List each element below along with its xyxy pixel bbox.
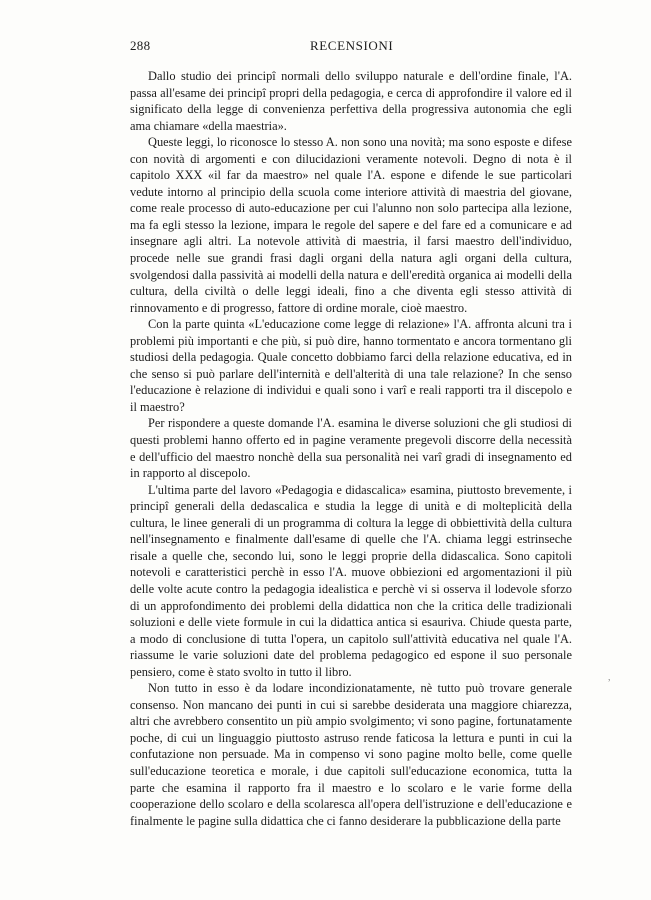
- margin-speck: ,: [608, 672, 611, 683]
- paragraph: L'ultima parte del lavoro «Pedagogia e didascalica» esamina, piuttosto brevemente, i principî generali della dedascalica e studia la legge di unità e di molteplicità della cultura, le linee generali di un programma di coltura la legge di obbiettività della cultura nell'insegnamento e finalmente dall'esame di quelle che l'A. chiama leggi estrinseche risale a quelle che, secondo lui, sono le leggi proprie della didascalica. Sono capitoli notevoli e caratteristici perchè in esso l'A. muove obbiezioni ed argomentazioni il più delle volte acute contro la pedagogia idealistica e perchè vi si osserva il lodevole sforzo di un approfondimento dei problemi della didattica non che la critica delle tradizionali soluzioni e delle viete formule in cui la didattica antica si esauriva. Chiude questa parte, a modo di conclusione di tutta l'opera, un capitolo sull'attività educativa nel quale l'A. riassume le varie soluzioni date del problema pedagogico ed espone il suo personale pensiero, come è stato svolto in tutto il libro.: [130, 482, 572, 679]
- paragraph: Per rispondere a queste domande l'A. esamina le diverse soluzioni che gli studiosi di questi problemi hanno offerto ed in pagine veramente pregevoli discorre della necessità e dell'ufficio del maestro nonchè della sua personalità nei varî gradi di insegnamento ed in rapporto al discepolo.: [130, 416, 572, 481]
- paragraph: Con la parte quinta «L'educazione come legge di relazione» l'A. affronta alcuni tra i problemi più importanti e che più, si può dire, hanno tormentato e ancora tormentano gli studiosi della pedagogia. Quale concetto dobbiamo farci della relazione educativa, ed in che senso si può parlare dell'internità e dell'alterità di una tale relazione? In che senso l'educazione è relazione di individui e quali sono i varî e reali rapporti tra il discepolo e il maestro?: [130, 317, 572, 414]
- page-number: 288: [130, 38, 151, 53]
- running-head: RECENSIONI: [310, 38, 394, 53]
- paragraph: Non tutto in esso è da lodare incondizionatamente, nè tutto può trovare generale consenso. Non mancano dei punti in cui si sarebbe desiderata una maggiore chiarezza, altri che avrebbero consentito un più ampio svolgimento; vi sono pagine, fortunatamente poche, di cui un linguaggio piuttosto astruso rende faticosa la lettura e punti in cui la confutazione non persuade. Ma in compenso vi sono pagine molto belle, come quelle sull'educazione teoretica e morale, i due capitoli sull'educazione economica, tutta la parte che esamina il rapporto fra il maestro e lo scolaro e le varie forme della cooperazione dello scolaro e della scolaresca all'opera dell'istruzione e dell'educazione e finalmente le pagine sulla didattica che ci fanno desiderare la pubblicazione della parte: [130, 681, 572, 828]
- page-header: [130, 38, 572, 54]
- paragraph: Dallo studio dei principî normali dello sviluppo naturale e dell'ordine finale, l'A. passa all'esame dei principî propri della pedagogia, e cerca di approfondire il valore ed il significato della legge di convenienza perfettiva della progressiva autonomia che egli ama chiamare «della maestria».: [130, 69, 572, 133]
- paragraph: Queste leggi, lo riconosce lo stesso A. non sono una novità; ma sono esposte e difese con novità di argomenti e con dilucidazioni veramente notevoli. Degno di nota è il capitolo XXX «il far da maestro» nel quale l'A. espone e difende le sue particolari vedute intorno al principio della scuola come interiore attività di maestria del giovane, come reale processo di auto-educazione per cui l'alunno non solo partecipa alla lezione, ma fa egli stesso la lezione, impara le regole del sapere e del fare ed a comunicare e ad insegnare agli altri. La notevole attività di maestria, il farsi maestro dell'individuo, procede nelle sue grandi frasi dagli organi della natura agli organi della cultura, svolgendosi dalla passività ai modelli della natura e dell'eredità organica ai modelli della cultura, della civiltà o delle leggi ideali, fino a che diventa egli stesso attività di rinnovamento e di progresso, fattore di ordine morale, cioè maestro.: [130, 135, 572, 315]
- body-text: [130, 68, 572, 829]
